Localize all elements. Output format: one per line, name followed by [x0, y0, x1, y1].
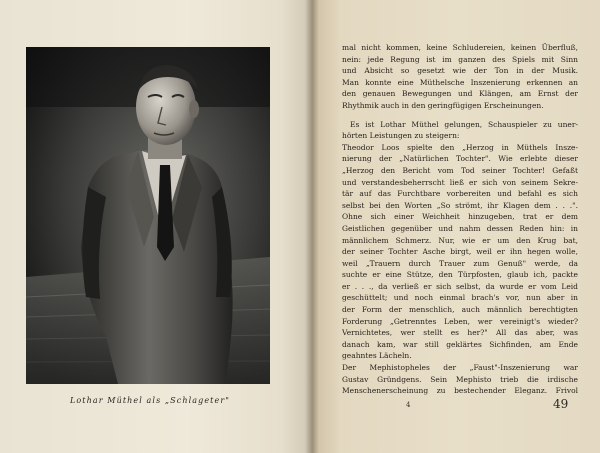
text-line: Man konnte eine Müthelsche Inszenierung erkennen an [342, 77, 578, 87]
text-line: tär auf das Furchtbare vorbereiten und befahl es sich [342, 189, 578, 199]
text-line: danach kam, war still geklärtes Sichfinden, am Ende [342, 339, 578, 349]
text-line: Es ist Lothar Müthel gelungen, Schauspieler zu uner- [350, 119, 578, 129]
photo-caption: Lothar Müthel als „Schlageter" [69, 396, 231, 405]
text-line: suchte er eine Stütze, den Türpfosten, glaub ich, packte [342, 270, 578, 280]
text-line: geahntes Lächeln. [342, 351, 412, 361]
text-line: und Absicht so gesetzt wie der Ton in der Musik. [342, 66, 578, 76]
paragraph-3 [342, 362, 578, 397]
portrait-photo [26, 47, 270, 384]
text-line: hörten Leistungen zu steigern: [342, 131, 460, 141]
text-line: nein: jede Regung ist im ganzen des Spiels mit Sinn [342, 54, 578, 64]
portrait-illustration [26, 47, 270, 384]
text-line: Forderung „Getrenntes Leben, wer vereinigt's wieder? [342, 316, 578, 326]
page-number: 49 [553, 397, 569, 411]
body-text [342, 42, 578, 397]
paragraph-2 [342, 119, 578, 362]
text-line: Ohne sich einer Weichheit hinzugeben, trat er dem [342, 212, 578, 222]
paragraph-1 [342, 42, 578, 112]
text-line: geschüttelt; und noch einmal brach's vor, nun aber in [342, 293, 578, 303]
text-line: der seiner Tochter Asche birgt, weil er ihn hegen wolle, [342, 247, 578, 257]
text-line: Gustav Gründgens. Sein Mephisto trieb die irdische [342, 374, 578, 384]
text-line: Geistlichen gegenüber und nahm dessen Reden hin: in [342, 223, 578, 233]
text-line: Rhythmik auch in den geringfügigen Erscheinungen. [342, 100, 544, 110]
signature-mark: 4 [406, 401, 411, 409]
text-line: mal nicht kommen, keine Schludereien, keinen Überfluß, [342, 43, 578, 52]
text-line: Vernichtetes, wer stellt es her?" All das aber, was [342, 328, 578, 338]
text-line: Theodor Loos spielte den „Herzog in Müthels Insze- [342, 142, 578, 152]
text-line: weil „Trauern durch Trauer zum Genuß" werde, da [342, 258, 578, 268]
text-line: der Form der menschlich, auch männlich berechtigten [342, 305, 578, 315]
text-line: den genauen Bewegungen und Klängen, am Ernst der [342, 89, 578, 99]
text-line: und verstandesbeherrscht ließ er sich von seinem Sekre- [342, 177, 578, 187]
text-line: Menschenerscheinung zu bestechender Eleganz. Frivol [342, 386, 578, 396]
text-line: selbst bei den Worten „So strömt, ihr Klagen dem . . .". [342, 200, 578, 210]
book-gutter [305, 0, 319, 453]
text-line: „Herzog den Bericht vom Tod seiner Tochter! Gefaßt [342, 165, 578, 175]
text-line: nierung der „Natürlichen Tochter". Wie erlebte dieser [342, 154, 578, 164]
text-line: Der Mephistopheles der „Faust"-Inszenierung war [342, 363, 578, 373]
text-line: er . . ., da verließ er sich selbst, da wurde er vom Leid [342, 281, 578, 291]
text-line: männlichem Schmerz. Nur, wie er um den Krug bat, [342, 235, 578, 245]
